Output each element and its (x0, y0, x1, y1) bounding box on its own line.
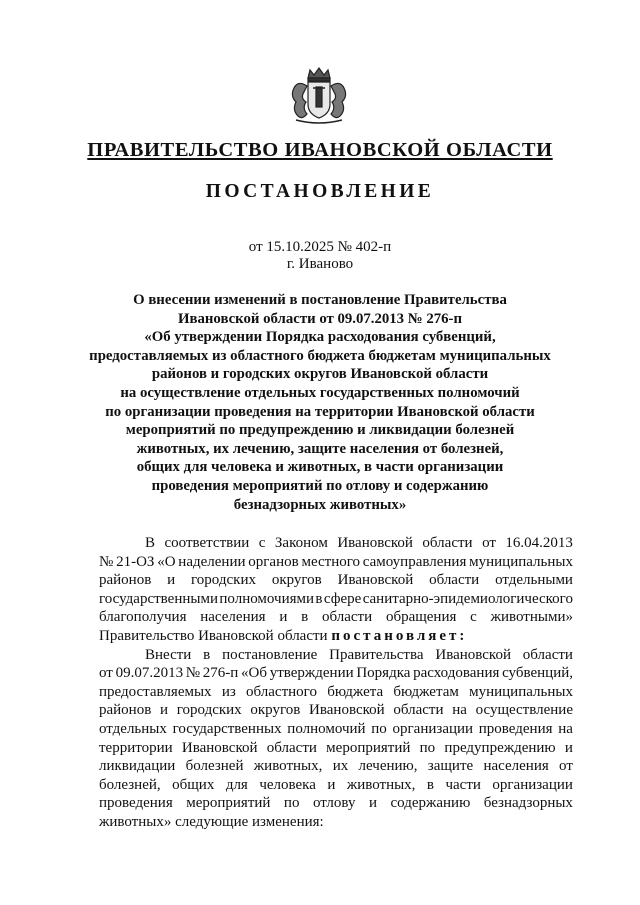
word: животными» (490, 609, 573, 626)
word: отлову (312, 795, 356, 812)
word: от (99, 665, 113, 682)
word: болезней (185, 758, 244, 775)
document-type: ПОСТАНОВЛЕНИЕ (205, 181, 435, 202)
word: в (203, 646, 211, 663)
body-text: Правительство Ивановской области (99, 627, 328, 644)
title-line: Ивановской области от 09.07.2013 № 276-п (177, 310, 462, 327)
body-line (99, 757, 573, 776)
word: от (482, 535, 496, 551)
word: и (167, 572, 176, 589)
word: обращения (385, 609, 457, 626)
title-line: на осуществление отдельных государственных полномочий (120, 384, 520, 401)
word: предупреждению (444, 739, 556, 756)
word: муниципальных (469, 683, 573, 700)
word: животных, (346, 776, 416, 793)
word: бюджета (327, 683, 384, 700)
word: отдельных (99, 720, 167, 737)
word: № (185, 665, 201, 682)
body-line (99, 534, 573, 553)
word: с (258, 535, 266, 551)
word: территории (99, 739, 173, 756)
word: и (368, 795, 377, 812)
word: по (419, 739, 436, 756)
word: предоставляемых (99, 683, 212, 700)
document-body (99, 534, 573, 832)
word: городских (176, 702, 242, 719)
body-line (99, 571, 573, 590)
word: полномочиями (219, 590, 315, 607)
word: соответствии (164, 535, 250, 551)
word: городских (191, 572, 256, 589)
body-line: животных» следующие изменения: (99, 813, 324, 830)
word: животных, (253, 758, 323, 775)
word: и (279, 609, 288, 626)
word: районов (99, 702, 152, 719)
word: органов (248, 553, 299, 570)
word: Ивановской (181, 739, 258, 756)
word: местного (301, 553, 360, 570)
word: человека (259, 776, 316, 793)
word: по (371, 720, 387, 737)
word: благополучия (99, 609, 187, 626)
word: содержанию (390, 795, 471, 812)
word: их (332, 758, 349, 775)
word: государственными (99, 590, 218, 607)
word: самоуправления (362, 553, 467, 570)
word: 21-ОЗ (116, 553, 155, 570)
word: постановление (222, 646, 318, 663)
word: с (470, 609, 477, 626)
word: проведения (99, 795, 173, 812)
title-line: О внесении изменений в постановление Правительства (133, 292, 507, 308)
word: 16.04.2013 (505, 535, 573, 551)
body-line (99, 646, 573, 665)
word: населения (483, 758, 549, 775)
body-line (99, 590, 573, 609)
body-line (99, 664, 573, 683)
title-line: животных, их лечению, защите населения от болезней, (136, 440, 504, 457)
word: по (283, 795, 300, 812)
word: Ивановской (337, 535, 413, 551)
coat-of-arms-emblem (286, 64, 352, 126)
body-line (99, 739, 573, 758)
word: округов (250, 702, 301, 719)
word: районов (99, 572, 152, 589)
word: лечению, (358, 758, 418, 775)
body-line (99, 608, 573, 627)
title-line: безнадзорных животных» (233, 496, 407, 513)
word: «Об (241, 665, 267, 682)
word: области (522, 646, 573, 663)
title-line: предоставляемых из областного бюджета бюджетам муниципальных (89, 347, 551, 364)
title-line: районов и городских округов Ивановской области (151, 366, 489, 383)
word: муниципальных (469, 553, 573, 570)
word: области (393, 702, 444, 719)
word: областного (246, 683, 317, 700)
word: Порядка (356, 665, 411, 682)
word: области (266, 739, 317, 756)
word: проведения (478, 720, 553, 737)
body-line (99, 553, 573, 572)
word: мероприятий (326, 739, 411, 756)
word: ликвидации (99, 758, 176, 775)
word: защите (427, 758, 474, 775)
word: безнадзорных (483, 795, 573, 812)
title-line: по организации проведения на территории Ивановской области (105, 403, 535, 420)
title-line: «Об утверждении Порядка расходования субвенций, (144, 329, 496, 346)
word: мероприятий (186, 795, 271, 812)
word: Законом (274, 535, 328, 551)
word: санитарно-эпидемиологического (362, 590, 573, 607)
word: из (221, 683, 236, 700)
word: Внести (145, 646, 192, 663)
word: осуществление (475, 702, 573, 719)
title-line: общих для человека и животных, в части организации (136, 459, 504, 476)
word: для (225, 776, 248, 793)
date-number: от 15.10.2025 № 402-п (248, 239, 392, 255)
document-title (80, 291, 560, 514)
word: и (327, 776, 336, 793)
body-line (99, 794, 573, 813)
word: части (445, 776, 481, 793)
body-line (99, 776, 573, 795)
word: Ивановской (337, 572, 414, 589)
word: на (452, 702, 467, 719)
word: 276-п (202, 665, 239, 682)
body-line (99, 627, 573, 646)
title-line: мероприятий по предупреждению и ликвидации болезней (125, 422, 515, 439)
word: в (426, 776, 434, 793)
word: в (315, 590, 323, 607)
government-name: ПРАВИТЕЛЬСТВО ИВАНОВСКОЙ ОБЛАСТИ (87, 139, 553, 161)
word: округов (271, 572, 322, 589)
word: 09.07.2013 (115, 665, 184, 682)
word: организации (392, 720, 474, 737)
word: в (301, 609, 309, 626)
word: области (429, 572, 480, 589)
body-line (99, 720, 573, 739)
word: Ивановской (435, 646, 511, 663)
word: субвенций, (502, 665, 573, 682)
word: утверждении (269, 665, 354, 682)
word: полномочий (287, 720, 366, 737)
body-line (99, 701, 573, 720)
word: на (558, 720, 573, 737)
word: Правительства (329, 646, 424, 663)
word: сфере (323, 590, 362, 607)
word: бюджетам (393, 683, 459, 700)
word: болезней, (99, 776, 161, 793)
word: расходования (413, 665, 500, 682)
word: общих (172, 776, 215, 793)
word: В (145, 535, 156, 551)
word: организации (492, 776, 573, 793)
word: «О (157, 553, 176, 570)
word: области (322, 609, 373, 626)
word: области (422, 535, 473, 551)
word: № (99, 553, 114, 570)
word: и (564, 739, 573, 756)
word: населения (200, 609, 266, 626)
word: отдельными (495, 572, 573, 589)
city: г. Иваново (286, 256, 354, 272)
word: и (160, 702, 169, 719)
word: от (559, 758, 573, 775)
body-line (99, 683, 573, 702)
title-line: проведения мероприятий по отлову и содержанию (151, 477, 489, 494)
word: наделении (178, 553, 246, 570)
word: Ивановской (309, 702, 385, 719)
word: государственных (172, 720, 282, 737)
decree-word: постановляет: (331, 627, 468, 644)
